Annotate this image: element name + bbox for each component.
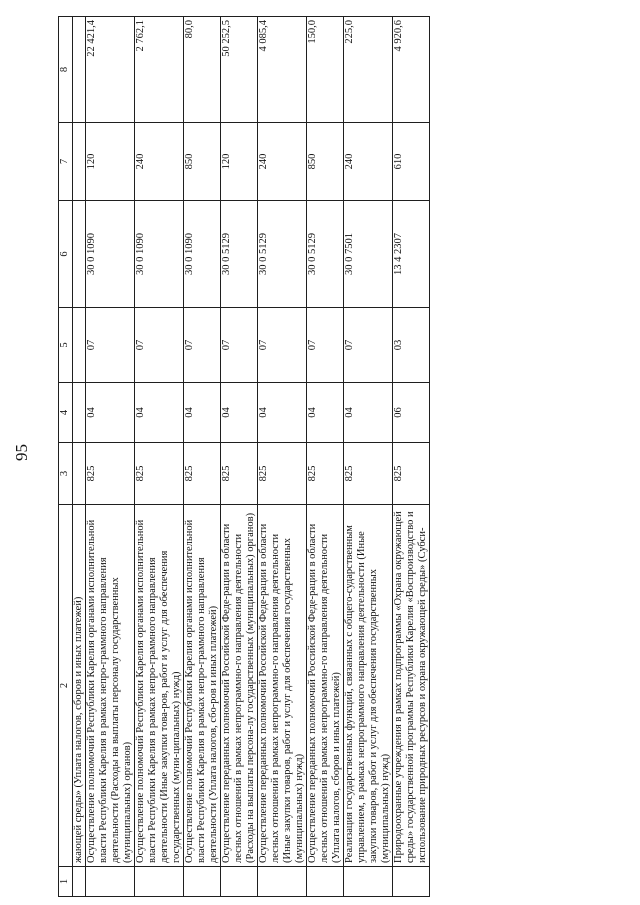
amount-value: [73, 17, 86, 123]
table-row: [135, 17, 184, 897]
admin-code: 825: [184, 443, 221, 505]
admin-code: 825: [86, 443, 135, 505]
subsection-code: 07: [344, 308, 393, 383]
subsection-code: 07: [307, 308, 344, 383]
target-article-code: 13 4 2307: [393, 201, 430, 308]
expense-type-code: 850: [184, 123, 221, 201]
subsection-code: [73, 308, 86, 383]
row-description: Осуществление полномочий Республики Карелия органами исполнительной власти Республики Карелия в рамках непро-граммного направления деятельности (Уплата налогов, сбо-ров и иных платежей): [184, 505, 221, 867]
admin-code: 825: [258, 443, 307, 505]
row-description: Природоохранные учреждения в рамках подпрограммы «Охрана окружающей среды» государственной программы Республики Карелия «Воспроизводство и использование природных ресурсов и охрана окружающей среды» (Субси-: [393, 505, 430, 867]
amount-value: 22 421,4: [86, 17, 135, 123]
admin-code: 825: [393, 443, 430, 505]
expense-type-code: 610: [393, 123, 430, 201]
subsection-code: 03: [393, 308, 430, 383]
row-description: Реализация государственных функций, связанных с общего-сударственным управлением, в рамках непрограммного направления деятельности (Иные закупки товаров, работ и услуг для обеспечения государственных (муниципальных) нужд): [344, 505, 393, 867]
section-code: 04: [258, 383, 307, 443]
table-row: [221, 17, 258, 897]
section-code: 06: [393, 383, 430, 443]
admin-code: 825: [307, 443, 344, 505]
row-number-cell: [184, 867, 221, 897]
column-number: 5: [59, 308, 73, 383]
row-description: Осуществление полномочий Республики Карелия органами исполнительной власти Республики Карелия в рамках непро-граммного направления деятельности (Расходы на выплаты персоналу государственных (муниципальных) органов): [86, 505, 135, 867]
column-number: 6: [59, 201, 73, 308]
expense-type-code: [73, 123, 86, 201]
table-row: [184, 17, 221, 897]
section-code: 04: [86, 383, 135, 443]
target-article-code: 30 0 5129: [307, 201, 344, 308]
table-row: [307, 17, 344, 897]
target-article-code: 30 0 5129: [258, 201, 307, 308]
amount-value: 50 252,5: [221, 17, 258, 123]
admin-code: [73, 443, 86, 505]
column-number: 2: [59, 505, 73, 867]
row-number-cell: [86, 867, 135, 897]
section-code: [73, 383, 86, 443]
row-number-cell: [307, 867, 344, 897]
target-article-code: 30 0 5129: [221, 201, 258, 308]
subsection-code: 07: [258, 308, 307, 383]
section-code: 04: [184, 383, 221, 443]
amount-value: 4 085,4: [258, 17, 307, 123]
target-article-code: 30 0 1090: [135, 201, 184, 308]
budget-table: [58, 16, 430, 897]
row-description: Осуществление переданных полномочий Российской Феде-рации в области лесных отношений в рамках непрограммно-го направления деятельности (Уплата налогов, сборов и иных платежей): [307, 505, 344, 867]
amount-value: 225,0: [344, 17, 393, 123]
admin-code: 825: [135, 443, 184, 505]
amount-value: 2 762,1: [135, 17, 184, 123]
expense-type-code: 240: [344, 123, 393, 201]
column-number: 7: [59, 123, 73, 201]
expense-type-code: 240: [135, 123, 184, 201]
expense-type-code: 120: [221, 123, 258, 201]
table-body: [59, 17, 430, 897]
target-article-code: [73, 201, 86, 308]
expense-type-code: 850: [307, 123, 344, 201]
row-number-cell: [221, 867, 258, 897]
row-number-cell: [344, 867, 393, 897]
row-description: Осуществление полномочий Республики Карелия органами исполнительной власти Республики Карелия в рамках непро-граммного направления деятельности (Иные закупки това-ров, работ и услуг для обеспечения государственных (муни-ципальных) нужд): [135, 505, 184, 867]
row-description: жающей среды» (Уплата налогов, сборов и иных платежей): [73, 505, 86, 867]
subsection-code: 07: [221, 308, 258, 383]
subsection-code: 07: [135, 308, 184, 383]
target-article-code: 30 0 1090: [184, 201, 221, 308]
amount-value: 80,0: [184, 17, 221, 123]
section-code: 04: [307, 383, 344, 443]
column-number: 8: [59, 17, 73, 123]
target-article-code: 30 0 7501: [344, 201, 393, 308]
column-number: 3: [59, 443, 73, 505]
row-description: Осуществление переданных полномочий Российской Феде-рации в области лесных отношений в рамках непрограммно-го направления деятельности (Иные закупки товаров, работ и услуг для обеспечения государственных (муниципальных) нужд): [258, 505, 307, 867]
row-number-cell: [135, 867, 184, 897]
expense-type-code: 240: [258, 123, 307, 201]
admin-code: 825: [344, 443, 393, 505]
row-number-cell: [73, 867, 86, 897]
section-code: 04: [344, 383, 393, 443]
expense-type-code: 120: [86, 123, 135, 201]
column-number-row: [59, 17, 73, 897]
subsection-code: 07: [86, 308, 135, 383]
table-row: [344, 17, 393, 897]
table-row: [393, 17, 430, 897]
row-number-cell: [393, 867, 430, 897]
target-article-code: 30 0 1090: [86, 201, 135, 308]
amount-value: 150,0: [307, 17, 344, 123]
column-number: 4: [59, 383, 73, 443]
table-row: [86, 17, 135, 897]
admin-code: 825: [221, 443, 258, 505]
section-code: 04: [221, 383, 258, 443]
page-number: 95: [12, 444, 31, 461]
row-number-cell: [258, 867, 307, 897]
table-row: [258, 17, 307, 897]
subsection-code: 07: [184, 308, 221, 383]
table-row: [73, 17, 86, 897]
row-description: Осуществление переданных полномочий Российской Феде-рации в области лесных отношений в рамках непрограммно-го направления деятельности (Расходы на выплаты персона-лу государственных (муниципальных) органов): [221, 505, 258, 867]
column-number: 1: [59, 867, 73, 897]
section-code: 04: [135, 383, 184, 443]
amount-value: 4 920,6: [393, 17, 430, 123]
